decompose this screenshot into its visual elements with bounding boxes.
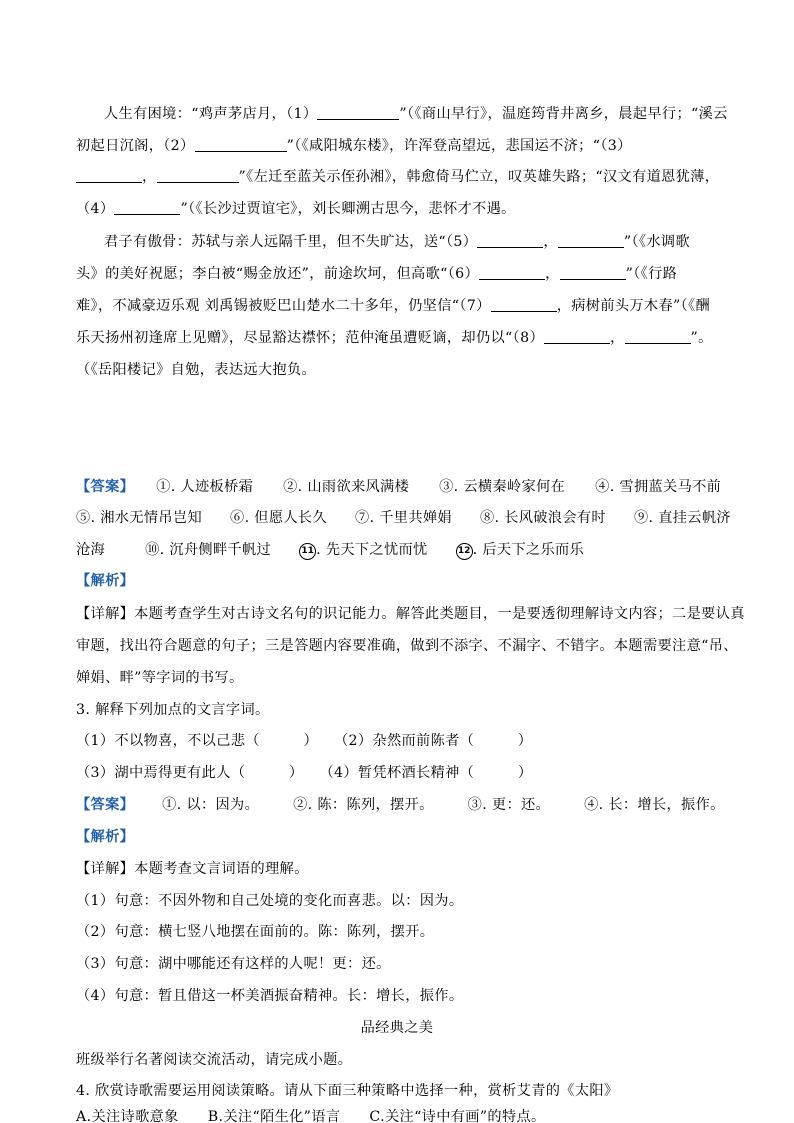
detail-line: 婵娟、畔”等字词的书写。 [76,670,244,686]
detail-line: （2）句意：横七竖八地摆在面前的。陈：陈列，摆开。 [76,924,435,940]
passage-text: （4） [76,201,115,217]
answer-row-q3: 【答案】 ①. 以：因为。 ②. 陈：陈列，摆开。 ③. 更：还。 ④. 长：增长，振作。 [76,797,725,813]
detail-line: （1）句意：不因外物和自己处境的变化而喜悲。以：因为。 [76,893,464,909]
fill-in-blank [76,168,142,183]
passage-text: 初起日沉阁，（2） [76,138,195,154]
passage-line [76,136,726,156]
passage-line [104,232,754,252]
passage-line [76,264,726,284]
passage-text: ”。 [690,330,713,346]
passage-text: ”（《咸阳城东楼》，许浑登高望远，悲国运不济；“（3） [286,138,632,154]
passage-text: ， [609,330,625,346]
fill-in-blank [560,265,626,280]
question-3-row-2: （3）湖中焉得更有此人（ ） （4）暂凭杯酒长精神（ ） [76,765,533,781]
fill-in-blank [317,105,399,120]
answer-row-1: 【答案】 ①. 人迹板桥霜 ②. 山雨欲来风满楼 ③. 云横秦岭家何在 ④. 雪拥蓝关马不前 [76,479,722,495]
analysis-label: 【解析】 [76,573,135,589]
passage-text: ”（《商山早行》，温庭筠背井离乡，晨起早行；“溪云 [399,106,728,122]
question-4-options: A.关注诗歌意象 B.关注“陌生化”语言 C.关注“诗中有画”的特点。 [76,1109,546,1123]
passage-text: ”（《长沙过贾谊宅》，刘长卿溯古思今，悲怀才不遇。 [180,201,516,217]
intro-line: 班级举行名著阅读交流活动，请完成小题。 [76,1052,353,1068]
detail-line: 审题，找出符合题意的句子；三是答题内容要准确，做到不添字、不漏字、不错字。本题需要注意“吊、 [76,638,738,654]
passage-line [76,199,726,219]
fill-in-blank [477,233,543,248]
passage-text: ， [545,266,560,282]
passage-text: 乐天扬州初逢席上见赠》，尽显豁达襟怀；范仲淹虽遭贬谪，却仍以“（8） [76,330,544,346]
detail-line: 【详解】本题考查学生对古诗文名句的识记能力。解答此类题目，一是要透彻理解诗文内容；二是要认真 [76,606,745,622]
fill-in-blank [491,297,557,312]
detail-line: （4）句意：暂且借这一杯美酒振奋精神。长：增长，振作。 [76,988,464,1004]
section-title: 品经典之美 [360,1020,434,1036]
fill-in-blank [558,233,624,248]
answer-row-2: ⑤. 湘水无情吊岂知 ⑥. 但愿人长久 ⑦. 千里共婵娟 ⑧. 长风破浪会有时 ⑨. 直挂云帆济 [76,510,731,526]
passage-text: ”《左迁至蓝关示侄孙湘》，韩愈倚马伫立，叹英雄失路；“汉文有道恩犹薄， [238,169,720,185]
passage-line [104,104,754,124]
fill-in-blank [625,329,691,344]
circled-number-12: 12 [456,543,473,560]
answer-label: 【答案】 [76,797,135,813]
detail-line: （3）句意：湖中哪能还有这样的人呢！更：还。 [76,956,391,972]
fill-in-blank [479,265,545,280]
passage-text: ， [543,234,558,250]
passage-line [76,360,726,380]
detail-line: 【详解】本题考查文言词语的理解。 [76,861,309,877]
fill-in-blank [544,329,610,344]
fill-in-blank [157,168,239,183]
passage-text: ， [142,169,157,185]
passage-text: 君子有傲骨：苏轼与亲人远隔千里，但不失旷达，送“（5） [104,234,478,250]
question-4-title: 4. 欣赏诗歌需要运用阅读策略。请从下面三种策略中选择一种，赏析艾青的《太阳》 [76,1083,619,1099]
analysis-label: 【解析】 [76,829,135,845]
passage-text: 头》的美好祝愿；李白被“赐金放还”，前途坎坷，但高歌“（6） [76,266,480,282]
fill-in-blank [195,137,287,152]
passage-text: ”（《水调歌 [623,234,690,250]
passage-line [76,167,726,187]
passage-line [76,296,726,316]
answer-row-3: 沧海 ⑩. 沉舟侧畔千帆过 11 . 先天下之忧而忧 12 . 后天下之乐而乐 [76,542,585,558]
question-3-title: 3. 解释下列加点的文言字词。 [76,702,270,718]
circled-number-11: 11 [299,543,316,560]
passage-text: ”（《行路 [625,266,678,282]
passage-text: 人生有困境：“鸡声茅店月，（1） [104,106,318,122]
passage-text: （《岳阳楼记》自勉，表达远大抱负。 [76,362,317,378]
passage-text: 难》，不减豪迈乐观 刘禹锡被贬巴山楚水二十多年，仍坚信“（7） [76,298,491,314]
fill-in-blank [114,200,180,215]
answer-label: 【答案】 [76,479,135,495]
question-3-row-1: （1）不以物喜，不以己悲（ ） （2）杂然而前陈者（ ） [76,733,533,749]
passage-line [76,328,726,348]
passage-text: ，病树前头万木春”（《酬 [556,298,711,314]
